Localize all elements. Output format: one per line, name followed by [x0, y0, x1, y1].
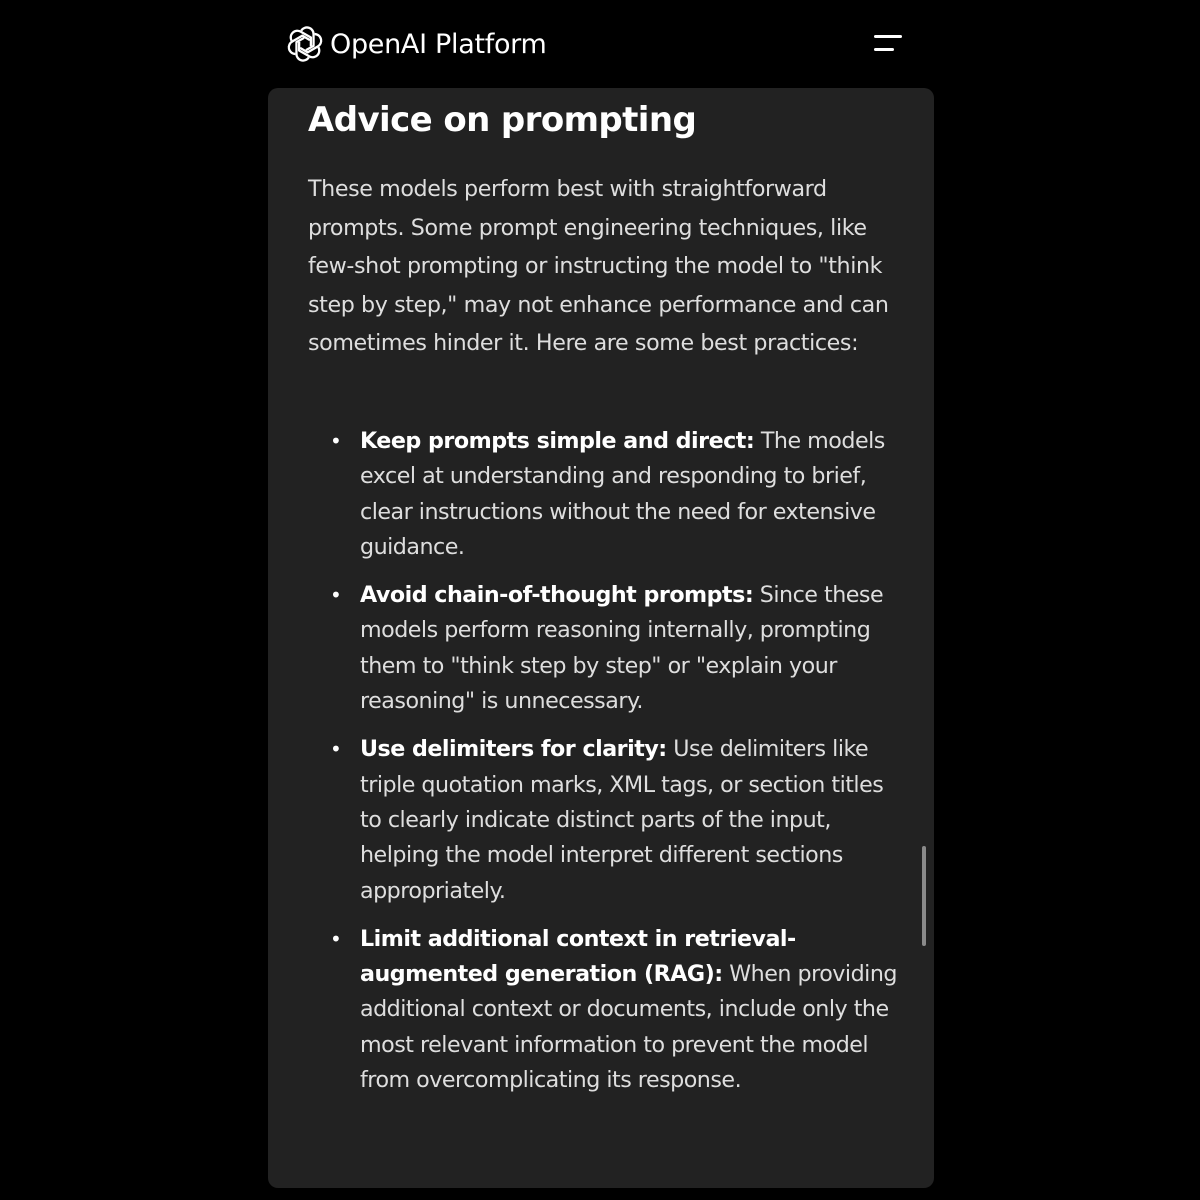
list-item [308, 922, 908, 1098]
menu-button[interactable] [868, 30, 904, 58]
page-title: Advice on prompting [308, 100, 697, 140]
openai-logo-icon [286, 25, 324, 63]
list-item [308, 578, 908, 719]
practice-text: Since these models perform reasoning internally, prompting them to "think step by step" or "explain your reasoning" is unnecessary. [360, 582, 884, 715]
list-item [308, 424, 908, 565]
intro-paragraph: These models perform best with straightforward prompts. Some prompt engineering techniques, like few-shot prompting or instructing the model to "think step by step," may not enhance performance and can sometimes hinder it. Here are some best practices: [308, 176, 889, 357]
bullet-icon: • [330, 926, 342, 951]
practice-heading: Use delimiters for clarity: [360, 736, 667, 763]
brand-name: OpenAI Platform [330, 28, 547, 60]
practice-heading: Limit additional context in retrieval-augmented generation (RAG): [360, 925, 796, 988]
scrollbar-thumb[interactable] [922, 846, 926, 946]
content-card [268, 88, 934, 1188]
practice-heading: Avoid chain-of-thought prompts: [360, 582, 754, 609]
bullet-icon: • [330, 429, 342, 453]
best-practices-list [308, 424, 908, 1111]
practice-heading: Keep prompts simple and direct: [360, 428, 755, 454]
practice-text: The models excel at understanding and responding to brief, clear instructions without the need for extensive guidance. [360, 428, 885, 560]
bullet-icon: • [330, 583, 342, 608]
top-bar [268, 0, 934, 88]
practice-text: Use delimiters like triple quotation marks, XML tags, or section titles to clearly indicate distinct parts of the input, helping the model interpret different sections appropriately. [360, 736, 884, 904]
practice-text: When providing additional context or documents, include only the most relevant information to prevent the model from overcomplicating its response. [360, 961, 897, 1094]
brand-link[interactable] [286, 24, 547, 64]
list-item [308, 732, 908, 908]
bullet-icon: • [330, 737, 342, 762]
